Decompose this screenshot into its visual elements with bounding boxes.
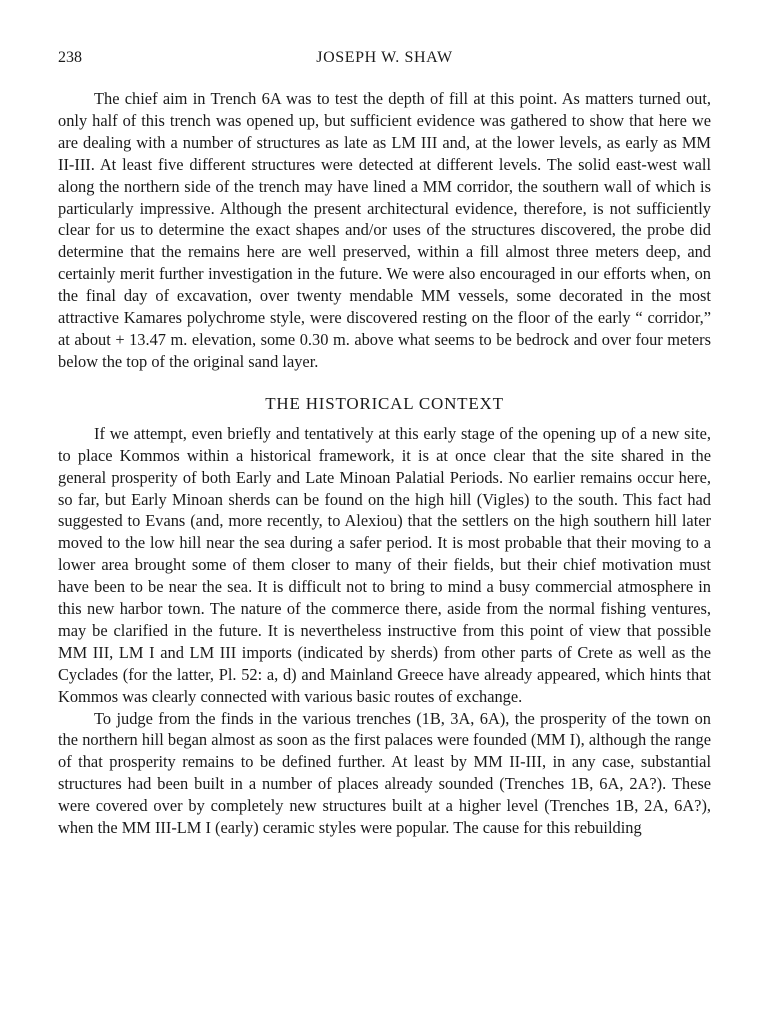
paragraph-historical-context: If we attempt, even briefly and tentatively at this early stage of the opening up of a new site, to place Kommos within a historical framework, it is at once clear that the site shared in the general prosperity of both Early and Late Minoan Palatial Periods. No earlier remains occur here, so far, but Early Minoan sherds can be found on the high hill (Vigles) to the south. This fact had suggested to Evans (and, more recently, to Alexiou) that the settlers on the high southern hill later moved to the low hill near the sea during a safer period. It is most probable that their moving to a lower area brought some of them closer to many of their fields, but their chief motivation must have been to be near the sea. It is difficult not to bring to mind a busy commercial atmosphere in this new harbor town. The nature of the commerce there, aside from the normal fishing ventures, may be clarified in the future. It is nevertheless instructive from this point of view that possible MM III, LM I and LM III imports (indicated by sherds) from other parts of Crete as well as the Cyclades (for the latter, Pl. 52: a, d) and Mainland Greece have already appeared, which hints that Kommos was clearly connected with various basic routes of exchange.: [58, 423, 711, 706]
paragraph-prosperity: To judge from the finds in the various trenches (1B, 3A, 6A), the prosperity of the town on the northern hill began almost as soon as the first palaces were founded (MM I), although the range of that prosperity remains to be defined further. At least by MM II-III, in any case, substantial structures had been built in a number of places already sounded (Trenches 1B, 6A, 2A?). These were covered over by completely new structures built at a higher level (Trenches 1B, 2A, 6A?), when the MM III-LM I (early) ceramic styles were popular. The cause for this rebuilding: [58, 708, 711, 838]
page: [58, 46, 711, 839]
running-title: JOSEPH W. SHAW: [316, 49, 453, 66]
section-heading: THE HISTORICAL CONTEXT: [265, 393, 504, 413]
running-head: [58, 46, 711, 70]
page-number: 238: [58, 49, 82, 66]
paragraph-trench-6a: The chief aim in Trench 6A was to test the depth of fill at this point. As matters turned out, only half of this trench was opened up, but sufficient evidence was gathered to show that here we are dealing with a number of structures as late as LM III and, at the lower levels, as early as MM II-III. At least five different structures were detected at different levels. The solid east-west wall along the northern side of the trench may have lined a MM corridor, the southern wall of which is particularly impressive. Although the present architectural evidence, therefore, is not sufficiently clear for us to determine the exact shapes and/or uses of the structures discovered, the probe did determine that the remains here are well preserved, within a fill almost three meters deep, and certainly merit further investigation in the future. We were also encouraged in our efforts when, on the final day of excavation, over twenty mendable MM vessels, some decorated in the most attractive Kamares polychrome style, were discovered resting on the floor of the early “ corridor,” at about + 13.47 m. elevation, some 0.30 m. above what seems to be bedrock and over four meters below the top of the original sand layer.: [58, 89, 711, 371]
body-text: [58, 88, 711, 839]
